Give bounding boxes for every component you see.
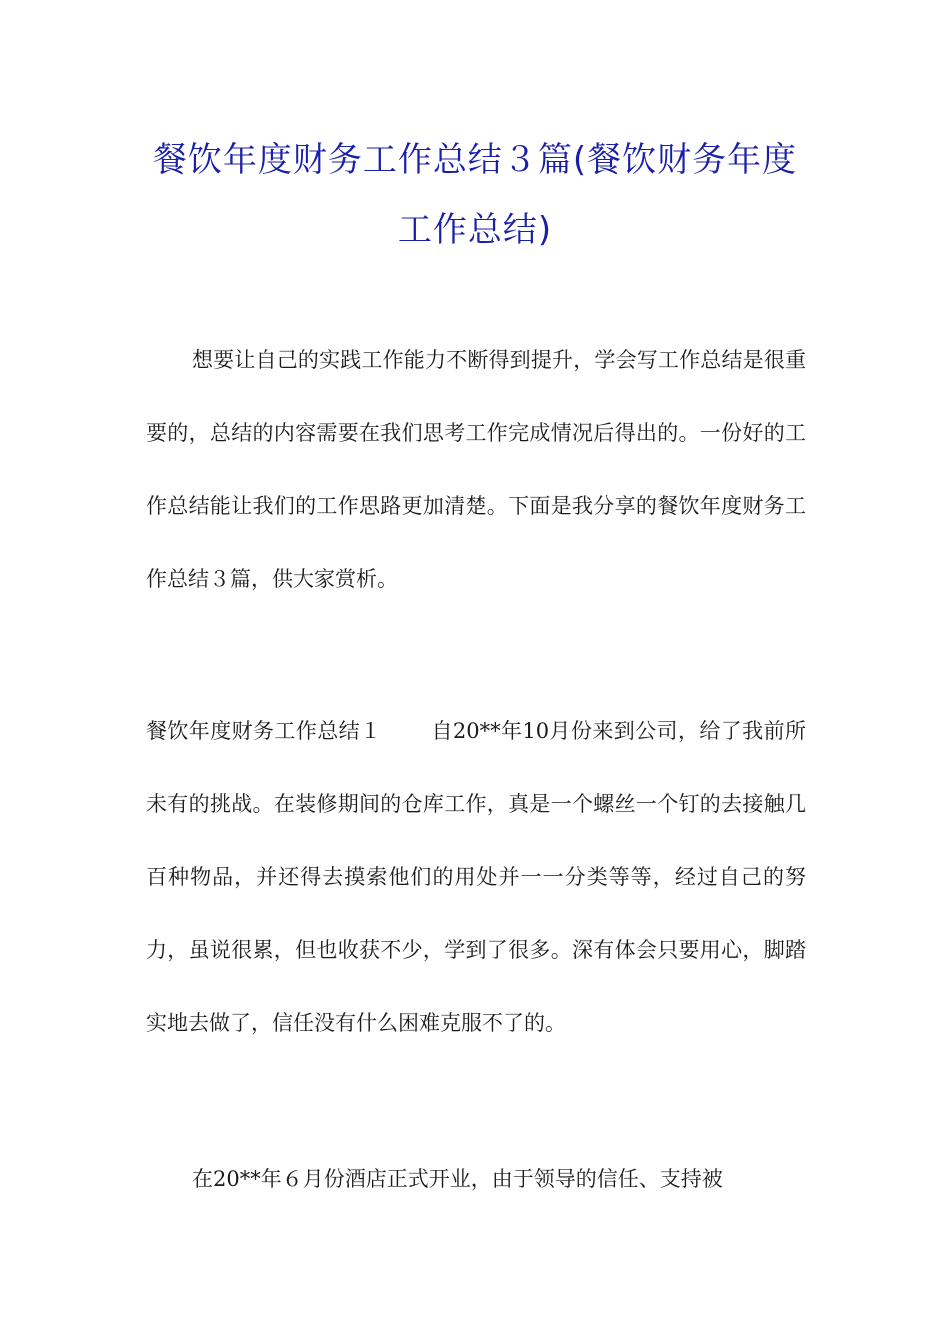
section-1-body: 自20**年10月份来到公司，给了我前所未有的挑战。在装修期间的仓库工作，真是一个螺丝一个钉的去接触几百种物品，并还得去摸索他们的用处并一一分类等等，经过自己的努力，虽说很累，但也收获不少，学到了很多。深有体会只要用心，脚踏实地去做了，信任没有什么困难克服不了的。 [146, 719, 806, 1035]
section-1-heading: 餐饮年度财务工作总结１ [146, 719, 382, 743]
paragraph-3: 在20**年６月份酒店正式开业，由于领导的信任、支持被 [192, 1167, 723, 1191]
section-1-paragraph [146, 695, 806, 1060]
document-title-line-2: 工作总结) [397, 210, 553, 250]
intro-paragraph: 想要让自己的实践工作能力不断得到提升，学会写工作总结是很重要的，总结的内容需要在我们思考工作完成情况后得出的。一份好的工作总结能让我们的工作思路更加清楚。下面是我分享的餐饮年度财务工作总结３篇，供大家赏析。 [146, 348, 806, 591]
document-title-line-1: 餐饮年度财务工作总结３篇(餐饮财务年度 [152, 140, 798, 180]
